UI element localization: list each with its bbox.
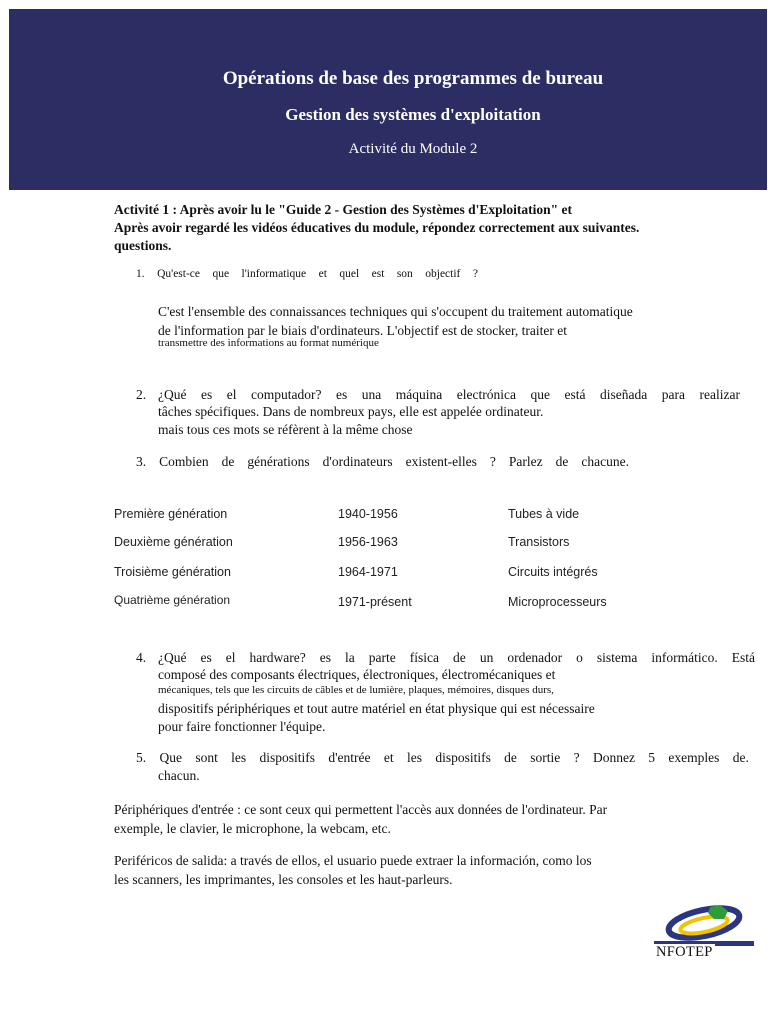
table-cell: 1964-1971 bbox=[338, 565, 398, 579]
question-1: 1. Qu'est-ce que l'informatique et quel est son objectif ? bbox=[136, 268, 478, 280]
table-row: Troisième génération bbox=[114, 565, 231, 579]
question-number: 1. bbox=[136, 268, 145, 280]
answer-1: C'est l'ensemble des connaissances techniques qui s'occupent du traitement automatique de l'information par le biais d'ordinateurs. L'objectif est de stocker, traiter et bbox=[158, 304, 633, 338]
question-4-line3: mécaniques, tels que les circuits de câbles et de lumière, plaques, mémoires, disques durs, bbox=[158, 684, 554, 696]
logo-swoosh-outer bbox=[666, 903, 742, 943]
table-cell: Circuits intégrés bbox=[508, 565, 598, 579]
table-cell: Transistors bbox=[508, 535, 570, 549]
table-row: Première génération bbox=[114, 507, 228, 521]
question-2: 2. ¿Qué es el computador? es una máquina electrónica que está diseñada para realizar bbox=[136, 387, 740, 402]
question-5-continued: chacun. bbox=[158, 768, 200, 783]
table-cell: 1971-présent bbox=[338, 595, 412, 609]
question-4: 4. ¿Qué es el hardware? es la parte física de un ordenador o sistema informático. Está bbox=[136, 650, 755, 665]
document-title: Opérations de base des programmes de bureau bbox=[222, 68, 604, 89]
question-4-continued: dispositifs périphériques et tout autre matériel en état physique qui est nécessaire pour faire fonctionner l'équipe. bbox=[158, 701, 595, 734]
activity-intro: Activité 1 : Après avoir lu le "Guide 2 - Gestion des Systèmes d'Exploitation" et Après avoir regardé les vidéos éducatives du module, répondez correctement aux suivantes. questions. bbox=[114, 202, 640, 253]
table-cell: 1940-1956 bbox=[338, 507, 398, 521]
question-3: 3. Combien de générations d'ordinateurs existent-elles ? Parlez de chacune. bbox=[136, 454, 629, 469]
question-4-line2: composé des composants électriques, électroniques, électromécaniques et bbox=[158, 667, 556, 682]
input-devices-paragraph: Périphériques d'entrée : ce sont ceux qui permettent l'accès aux données de l'ordinateur. Par exemple, le clavier, le microphone, la webcam, etc. bbox=[114, 802, 608, 836]
activity-label: Activité du Module 2 bbox=[348, 141, 478, 157]
question-number: 2. bbox=[136, 387, 147, 402]
table-cell: Microprocesseurs bbox=[508, 595, 607, 609]
table-cell: Tubes à vide bbox=[508, 507, 580, 521]
table-row: Quatrième génération bbox=[114, 593, 231, 607]
question-5: 5. Que sont les dispositifs d'entrée et les dispositifs de sortie ? Donnez 5 exemples de. bbox=[136, 750, 749, 765]
document-subtitle: Gestion des systèmes d'exploitation bbox=[285, 105, 541, 124]
question-2-continued: tâches spécifiques. Dans de nombreux pays, elle est appelée ordinateur. mais tous ces mots se réfèrent à la même chose bbox=[158, 404, 544, 437]
logo-text: NFOTEP bbox=[656, 944, 713, 960]
answer-1-line3: transmettre des informations au format numérique bbox=[158, 337, 379, 349]
table-row: Deuxième génération bbox=[114, 535, 233, 549]
output-devices-paragraph: Periféricos de salida: a través de ellos, el usuario puede extraer la información, como los les scanners, les imprimantes, les consoles et les haut-parleurs. bbox=[114, 853, 592, 887]
question-number: 3. bbox=[136, 454, 147, 469]
question-number: 5. bbox=[136, 750, 147, 765]
question-number: 4. bbox=[136, 650, 147, 665]
table-cell: 1956-1963 bbox=[338, 535, 398, 549]
header-banner bbox=[9, 9, 767, 190]
